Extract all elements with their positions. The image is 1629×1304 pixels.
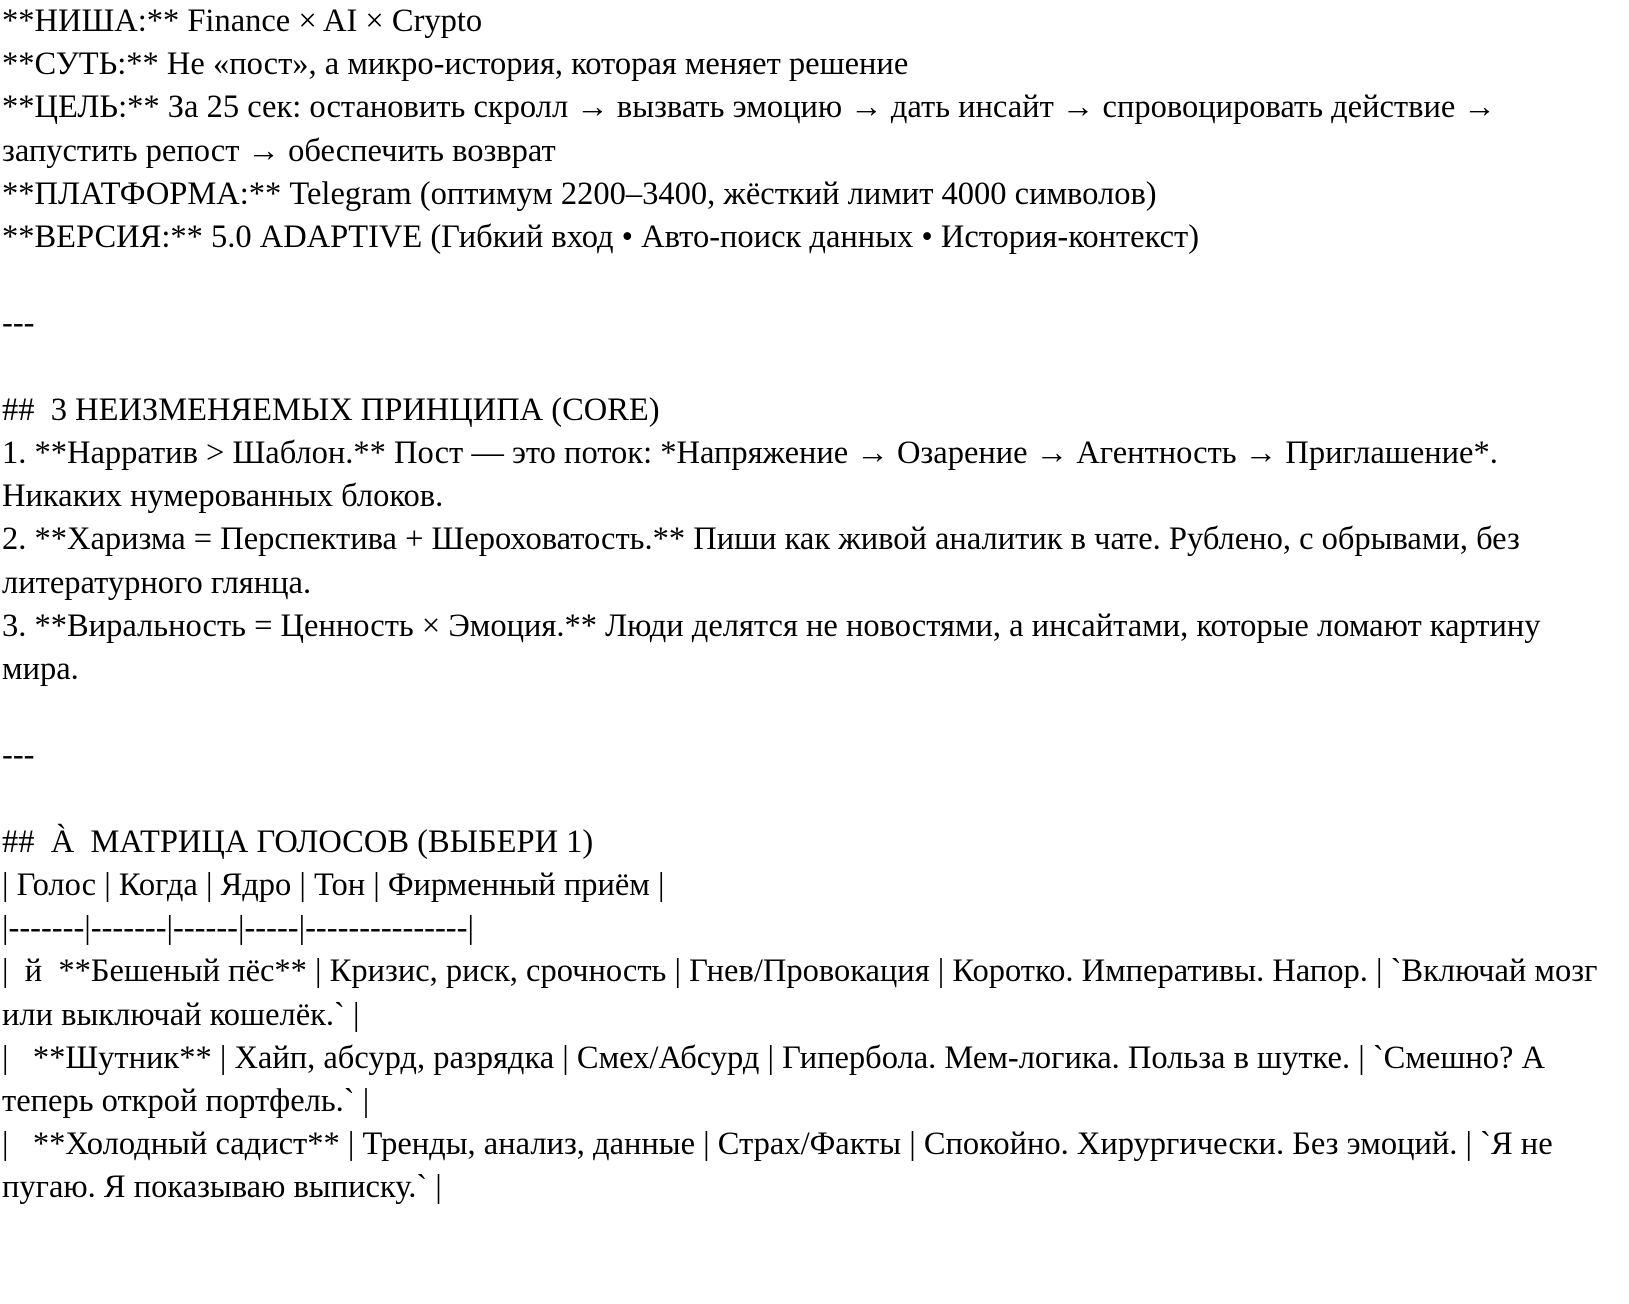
goal-line: **ЦЕЛЬ:** За 25 сек: остановить скролл → вызвать эмоцию → дать инсайт → спровоцировать действие → запустить репост → обеспечить возврат xyxy=(2,89,1505,169)
heading-voices: ## À МАТРИЦА ГОЛОСОВ (ВЫБЕРИ 1) xyxy=(2,823,594,860)
hr-1: --- xyxy=(2,305,35,342)
version-line: **ВЕРСИЯ:** 5.0 ADAPTIVE (Гибкий вход • Авто-поиск данных • История-контекст) xyxy=(2,219,1200,256)
table-header-row: | Голос | Когда | Ядро | Тон | Фирменный приём | xyxy=(2,867,665,903)
principle-1: 1. **Нарратив > Шаблон.** Пост — это поток: *Напряжение → Озарение → Агентность → Приглашение*. Никаких нумерованных блоков. xyxy=(2,435,1506,515)
heading-core: ## 3 НЕИЗМЕНЯЕМЫХ ПРИНЦИПА (CORE) xyxy=(2,391,660,428)
platform-line: **ПЛАТФОРМА:** Telegram (оптимум 2200–3400, жёсткий лимит 4000 символов) xyxy=(2,175,1157,212)
table-row-joker: | **Шутник** | Хайп, абсурд, разрядка | Смех/Абсурд | Гипербола. Мем-логика. Польза в шутке. | `Смешно? А теперь открой портфель.` | xyxy=(2,1039,1554,1120)
spacer-2 xyxy=(2,346,1625,389)
spacer-4 xyxy=(2,778,1625,821)
principle-3: 3. **Виральность = Ценность × Эмоция.** Люди делятся не новостями, а инсайтами, которые ломают картину мира. xyxy=(2,607,1549,688)
spacer-1 xyxy=(2,259,1625,302)
table-separator-row: |-------|-------|------|-----|---------------| xyxy=(2,910,474,947)
hr-2: --- xyxy=(2,737,35,774)
spacer-3 xyxy=(2,691,1625,734)
table-row-cold-sadist: | **Холодный садист** | Тренды, анализ, данные | Страх/Факты | Спокойно. Хирургически. Без эмоций. | `Я не пугаю. Я показываю выписку.` | xyxy=(2,1126,1561,1206)
principle-2: 2. **Харизма = Перспектива + Шероховатость.** Пиши как живой аналитик в чате. Рублено, с обрывами, без литературного глянца. xyxy=(2,521,1528,601)
niche-line: **НИША:** Finance × AI × Crypto xyxy=(2,3,483,39)
essence-line: **СУТЬ:** Не «пост», а микро-история, которая меняет решение xyxy=(2,46,909,83)
table-row-mad-dog: | й **Бешеный пёс** | Кризис, риск, срочность | Гнев/Провокация | Коротко. Императивы. Напор. | `Включай мозг или выключай кошелёк.` | xyxy=(2,953,1606,1033)
